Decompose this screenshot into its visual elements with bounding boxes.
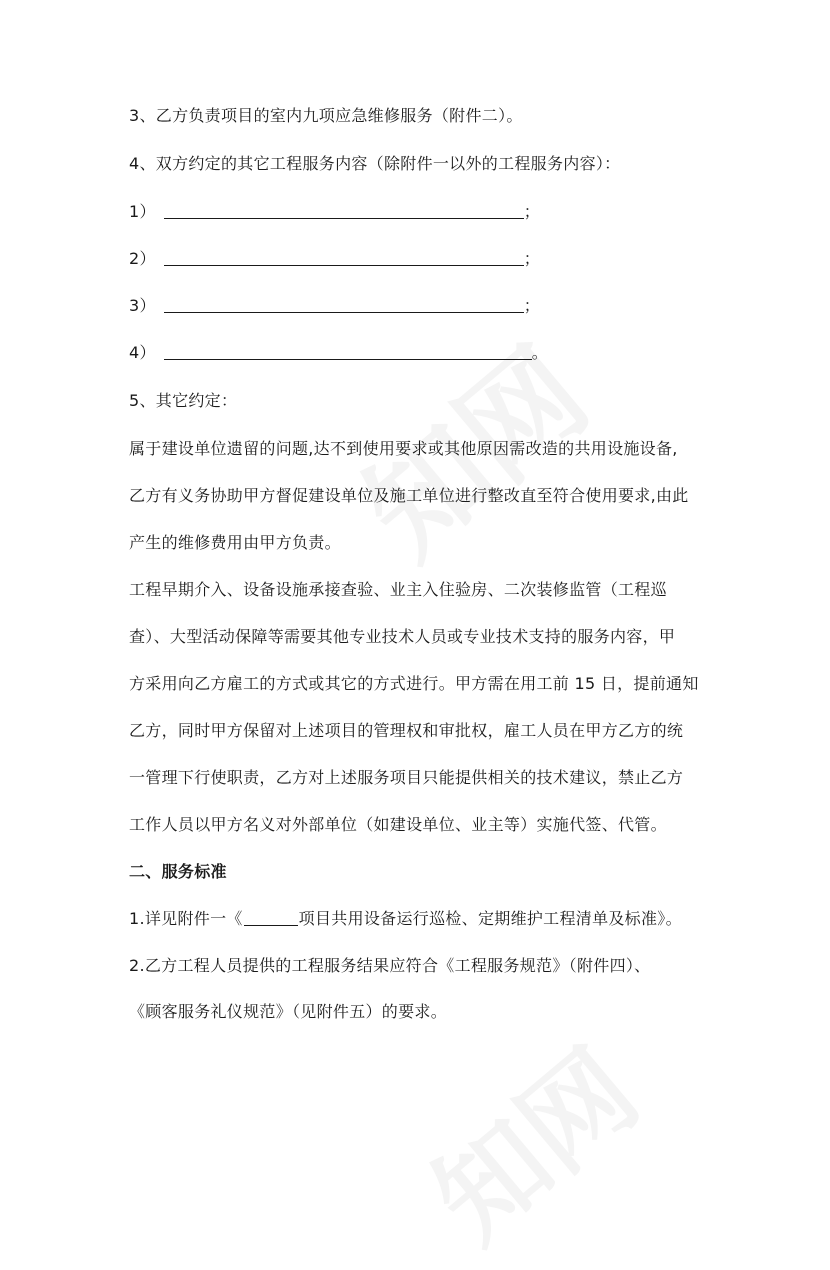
para2-line: 乙方，同时甲方保留对上述项目的管理权和审批权，雇工人员在甲方乙方的统: [129, 721, 684, 740]
item-5: 5、其它约定：: [129, 391, 238, 410]
blank-label: 3）: [129, 296, 156, 315]
para2-line: 工程早期介入、设备设施承接查验、业主入住验房、二次装修监管（工程巡: [129, 580, 667, 599]
standard-item-2: 2.乙方工程人员提供的工程服务结果应符合《工程服务规范》（附件四）、: [129, 956, 651, 975]
blank-line-2: [129, 249, 540, 269]
blank-terminator: 。: [531, 343, 549, 362]
para2-line: 方采用向乙方雇工的方式或其它的方式进行。甲方需在用工前 15 日，提前通知: [129, 674, 699, 693]
para1-line: 乙方有义务协助甲方督促建设单位及施工单位进行整改直至符合使用要求,由此: [129, 486, 689, 505]
blank-label: 2）: [129, 249, 156, 268]
blank-terminator: ；: [523, 249, 541, 268]
blank-terminator: ；: [523, 202, 541, 221]
watermark-bottom: [395, 1008, 665, 1270]
item-4: 4、双方约定的其它工程服务内容（除附件一以外的工程服务内容）：: [129, 154, 621, 173]
fill-in-blank: [164, 296, 524, 313]
standard-item-2-cont: 《顾客服务礼仪规范》（见附件五）的要求。: [129, 1002, 448, 1021]
para2-line: 一管理下行使职责，乙方对上述服务项目只能提供相关的技术建议，禁止乙方: [129, 768, 684, 787]
standard-item-1-suffix: 项目共用设备运行巡检、定期维护工程清单及标准》。: [298, 909, 682, 928]
blank-terminator: ；: [523, 296, 541, 315]
para1-line: 属于建设单位遗留的问题,达不到使用要求或其他原因需改造的共用设施设备,: [129, 439, 678, 458]
blank-line-4: [129, 343, 548, 363]
blank-line-1: [129, 202, 540, 222]
standard-item-1-prefix: 1.详见附件一《: [129, 909, 243, 928]
para1-line: 产生的维修费用由甲方负责。: [129, 533, 341, 552]
blank-line-3: [129, 296, 540, 316]
blank-label: 1）: [129, 202, 156, 221]
item-3: 3、乙方负责项目的室内九项应急维修服务（附件二）。: [129, 106, 523, 125]
fill-in-blank: [164, 249, 524, 266]
fill-in-blank: [164, 343, 532, 360]
section-heading: 二、服务标准: [129, 862, 227, 881]
para2-line: 工作人员以甲方名义对外部单位（如建设单位、业主等）实施代签、代管。: [129, 815, 667, 834]
blank-label: 4）: [129, 343, 156, 362]
fill-in-blank: [244, 909, 298, 926]
fill-in-blank: [164, 202, 524, 219]
para2-line: 查）、大型活动保障等需要其他专业技术人员或专业技术支持的服务内容，甲: [129, 627, 676, 646]
standard-item-1: [129, 909, 682, 929]
